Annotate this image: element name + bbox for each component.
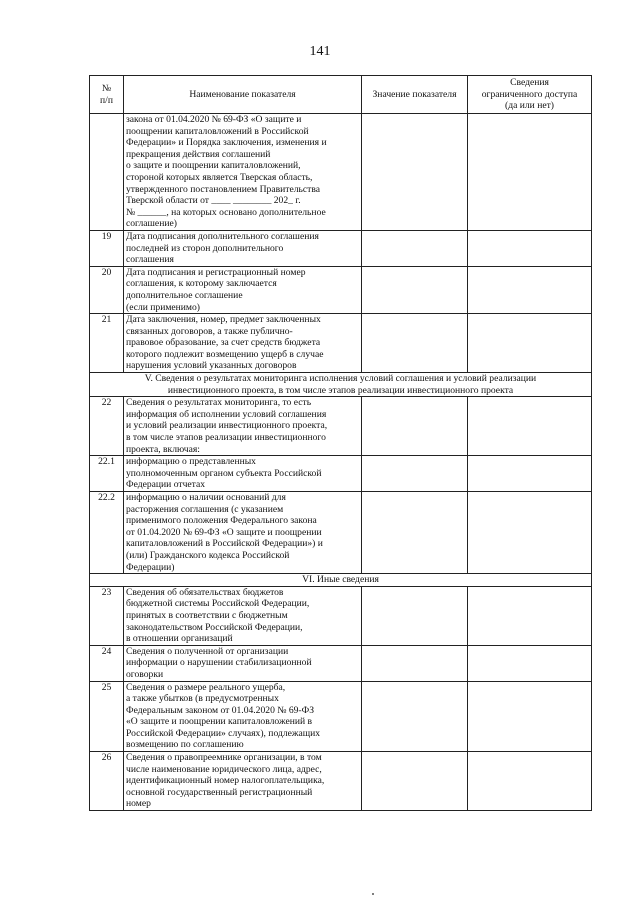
restricted-cell [468, 230, 592, 266]
restricted-cell [468, 492, 592, 574]
section-row [90, 574, 592, 587]
row-text: Сведения о правопреемнике организации, в том числе наименование юридического лица, адрес, идентификационный номер налогоплательщика, основной государственный регистрационный номер [124, 752, 362, 811]
restricted-cell [468, 114, 592, 231]
restricted-cell [468, 752, 592, 811]
row-number: 22.2 [90, 492, 124, 574]
scan-speck [372, 893, 374, 895]
row-text: закона от 01.04.2020 № 69-ФЗ «О защите и поощрении капиталовложений в Российской Федерации» и Порядка заключения, изменения и прекращения действия соглашений о защите и поощрении капиталовложений, стороной которых является Тверская область, утвержденного постановлением Правительства Тверской области от ____ ________ 202_ г. № ______, на которых основано дополнительное соглашение) [124, 114, 362, 231]
row-text: информацию о наличии оснований для расторжения соглашения (с указанием применимого положения Федерального закона от 01.04.2020 № 69-ФЗ «О защите и поощрении капиталовложений в Российской Федерации») и (или) Гражданского кодекса Российской Федерации) [124, 492, 362, 574]
row-text: Дата подписания и регистрационный номер соглашения, к которому заключается дополнительное соглашение (если применимо) [124, 266, 362, 313]
value-cell [362, 456, 468, 492]
value-cell [362, 681, 468, 752]
row-text: информацию о представленных уполномоченным органом субъекта Российской Федерации отчетах [124, 456, 362, 492]
row-text: Сведения об обязательствах бюджетов бюджетной системы Российской Федерации, принятых в соответствии с бюджетным законодательством Российской Федерации, в отношении организаций [124, 586, 362, 645]
value-cell [362, 752, 468, 811]
value-cell [362, 492, 468, 574]
restricted-cell [468, 681, 592, 752]
restricted-cell [468, 645, 592, 681]
row-number: 22 [90, 397, 124, 456]
table-row [90, 230, 592, 266]
row-text: Дата подписания дополнительного соглашения последней из сторон дополнительного соглашения [124, 230, 362, 266]
section-row [90, 373, 592, 397]
row-number: 21 [90, 314, 124, 373]
table-row [90, 456, 592, 492]
table-row [90, 752, 592, 811]
value-cell [362, 230, 468, 266]
restricted-cell [468, 456, 592, 492]
indicators-table [89, 75, 592, 811]
header-value: Значение показателя [362, 76, 468, 114]
row-number: 20 [90, 266, 124, 313]
table-row [90, 645, 592, 681]
row-number: 19 [90, 230, 124, 266]
section-heading: V. Сведения о результатах мониторинга исполнения условий соглашения и условий реализации инвестиционного проекта, в том числе этапов реализации инвестиционного проекта [90, 373, 592, 397]
row-number: 25 [90, 681, 124, 752]
value-cell [362, 586, 468, 645]
table-header-row [90, 76, 592, 114]
row-number: 24 [90, 645, 124, 681]
value-cell [362, 314, 468, 373]
table-row [90, 681, 592, 752]
row-text: Сведения о результатах мониторинга, то есть информация об исполнении условий соглашения и условий реализации инвестиционного проекта, в том числе этапов реализации инвестиционного проекта, включая: [124, 397, 362, 456]
value-cell [362, 266, 468, 313]
row-text: Сведения о полученной от организации информации о нарушении стабилизационной оговорки [124, 645, 362, 681]
table-row [90, 586, 592, 645]
page-number: 141 [309, 44, 331, 59]
row-number: 23 [90, 586, 124, 645]
value-cell [362, 397, 468, 456]
section-heading: VI. Иные сведения [90, 574, 592, 587]
row-number: 22.1 [90, 456, 124, 492]
restricted-cell [468, 586, 592, 645]
value-cell [362, 114, 468, 231]
row-text: Сведения о размере реального ущерба, а также убытков (в предусмотренных Федеральным законом от 01.04.2020 № 69-ФЗ «О защите и поощрении капиталовложений в Российской Федерации» случаях), подлежащих возмещению по соглашению [124, 681, 362, 752]
table-row [90, 114, 592, 231]
header-num: № п/п [90, 76, 124, 114]
header-restricted: Сведения ограниченного доступа (да или нет) [468, 76, 592, 114]
table-row [90, 397, 592, 456]
table-row [90, 314, 592, 373]
header-name: Наименование показателя [124, 76, 362, 114]
table-row [90, 492, 592, 574]
table-row [90, 266, 592, 313]
restricted-cell [468, 314, 592, 373]
restricted-cell [468, 397, 592, 456]
restricted-cell [468, 266, 592, 313]
row-number [90, 114, 124, 231]
row-text: Дата заключения, номер, предмет заключенных связанных договоров, а также публично- правовое образование, за счет средств бюджета которого подлежит возмещению ущерб в случае нарушения условий указанных договоров [124, 314, 362, 373]
value-cell [362, 645, 468, 681]
row-number: 26 [90, 752, 124, 811]
